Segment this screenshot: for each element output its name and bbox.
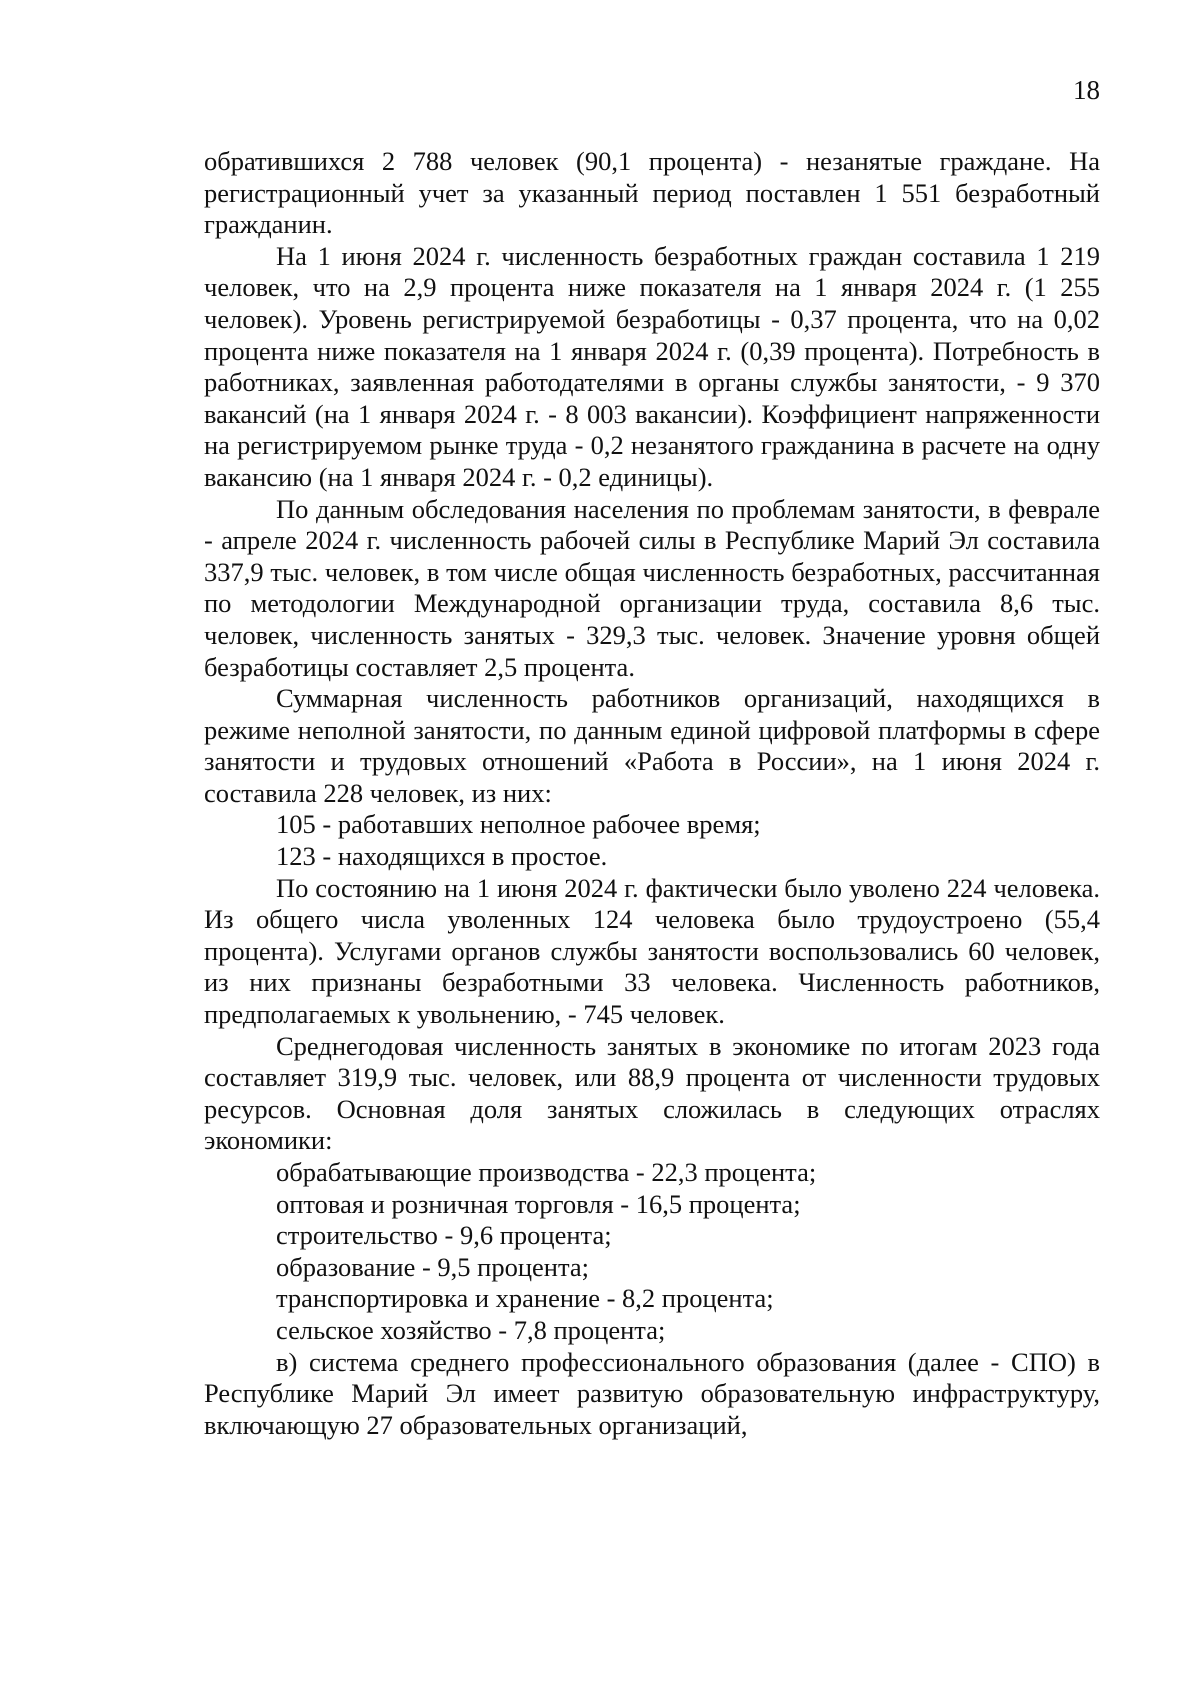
paragraph-continuation: обратившихся 2 788 человек (90,1 процента) - незанятые граждане. На регистрационный учет за указанный период поставлен 1 551 безработный гражданин. bbox=[204, 146, 1100, 240]
paragraph-dismissals: По состоянию на 1 июня 2024 г. фактически было уволено 224 человека. Из общего числа уволенных 124 человека было трудоустроено (55,4 процента). Услугами органов службы занятости воспользовались 60 человек, из них признаны безработными 33 человека. Численность работников, предполагаемых к увольнению, - 745 человек. bbox=[204, 872, 1100, 1030]
list-item: 105 - работавших неполное рабочее время; bbox=[276, 809, 761, 840]
paragraph-labor-survey: По данным обследования населения по проблемам занятости, в феврале - апреле 2024 г. численность рабочей силы в Республике Марий Эл составила 337,9 тыс. человек, в том числе общая численность безработных, рассчитанная по методологии Международной организации труда, составила 8,6 тыс. человек, численность занятых - 329,3 тыс. человек. Значение уровня общей безработицы составляет 2,5 процента. bbox=[204, 493, 1100, 682]
list-item: обрабатывающие производства - 22,3 процента; bbox=[276, 1157, 817, 1187]
list-item: образование - 9,5 процента; bbox=[276, 1251, 590, 1282]
list-item: оптовая и розничная торговля - 16,5 процента; bbox=[276, 1188, 801, 1219]
paragraph-average-employment: Среднегодовая численность занятых в экономике по итогам 2023 года составляет 319,9 тыс. человек, или 88,9 процента от численности трудовых ресурсов. Основная доля занятых сложилась в следующих отраслях экономики: bbox=[204, 1030, 1100, 1156]
page-number: 18 bbox=[1073, 75, 1100, 105]
list-item: сельское хозяйство - 7,8 процента; bbox=[276, 1314, 666, 1345]
document-body bbox=[204, 146, 1100, 1441]
paragraph-spo-system: в) система среднего профессионального образования (далее - СПО) в Республике Марий Эл имеет развитую образовательную инфраструктуру, включающую 27 образовательных организаций, bbox=[204, 1346, 1100, 1440]
list-item: строительство - 9,6 процента; bbox=[276, 1220, 612, 1251]
paragraph-unemployment-june: На 1 июня 2024 г. численность безработных граждан составила 1 219 человек, что на 2,9 процента ниже показателя на 1 января 2024 г. (1 255 человек). Уровень регистрируемой безработицы - 0,37 процента, что на 0,02 процента ниже показателя на 1 января 2024 г. (0,39 процента). Потребность в работниках, заявленная работодателями в органы службы занятости, - 9 370 вакансий (на 1 января 2024 г. - 8 003 вакансии). Коэффициент напряженности на регистрируемом рынке труда - 0,2 незанятого гражданина в расчете на одну вакансию (на 1 января 2024 г. - 0,2 единицы). bbox=[204, 240, 1100, 492]
list-item: 123 - находящихся в простое. bbox=[276, 841, 608, 872]
list-item: транспортировка и хранение - 8,2 процента; bbox=[276, 1283, 774, 1314]
paragraph-partial-employment: Суммарная численность работников организаций, находящихся в режиме неполной занятости, по данным единой цифровой платформы в сфере занятости и трудовых отношений «Работа в России», на 1 июня 2024 г. составила 228 человек, из них: bbox=[204, 683, 1100, 808]
